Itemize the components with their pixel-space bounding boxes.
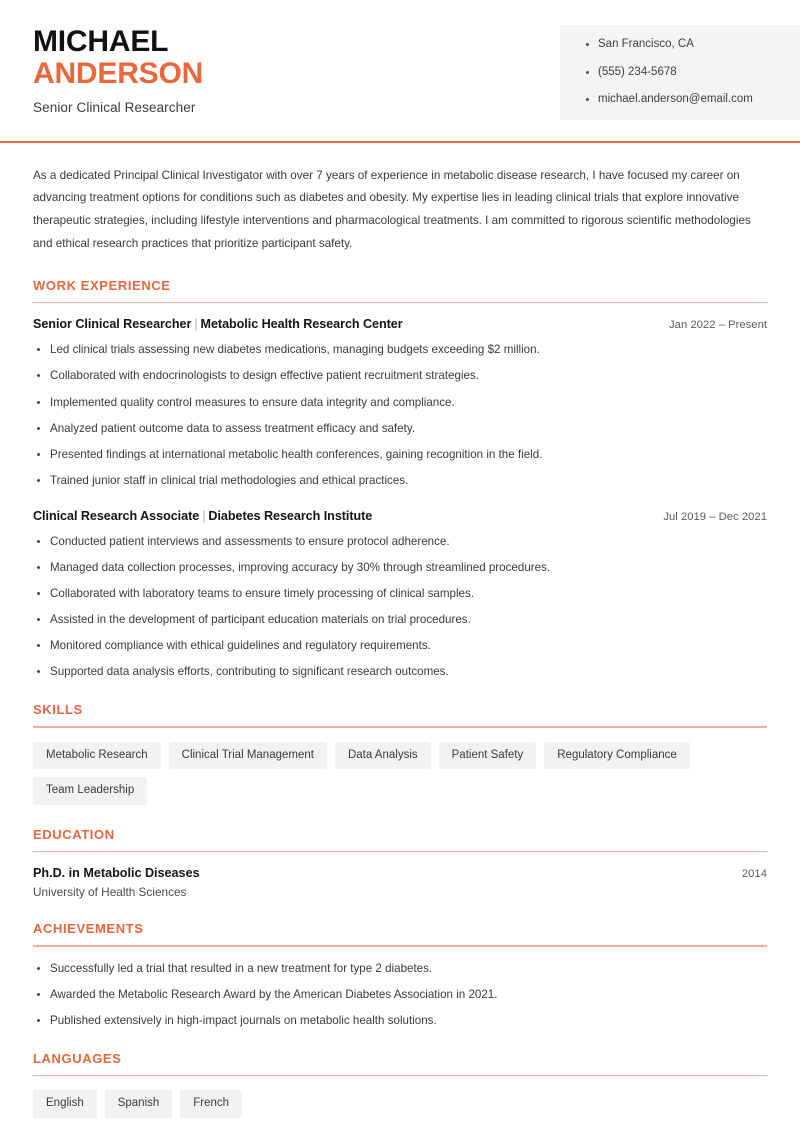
education-entry-header xyxy=(33,866,767,880)
resume-header xyxy=(0,0,800,120)
header-divider xyxy=(0,141,800,143)
skill-chip: Data Analysis xyxy=(335,742,431,770)
skill-chip: Team Leadership xyxy=(33,777,147,805)
language-chip: French xyxy=(180,1090,242,1118)
list-item: Supported data analysis efforts, contributing to significant research outcomes. xyxy=(33,664,767,680)
contact-list xyxy=(586,39,800,106)
list-item: Led clinical trials assessing new diabetes medications, managing budgets exceeding $2 million. xyxy=(33,342,767,358)
list-item: Collaborated with laboratory teams to ensure timely processing of clinical samples. xyxy=(33,586,767,602)
list-item: Assisted in the development of participant education materials on trial procedures. xyxy=(33,612,767,628)
section-work-experience xyxy=(33,278,767,680)
skills-chip-list xyxy=(33,742,767,805)
section-divider xyxy=(33,302,767,304)
languages-chip-list xyxy=(33,1090,767,1118)
list-item: Conducted patient interviews and assessments to ensure protocol adherence. xyxy=(33,534,767,550)
education-entry xyxy=(33,866,767,899)
list-item: Published extensively in high-impact journals on metabolic health solutions. xyxy=(33,1013,767,1029)
list-item: Presented findings at international metabolic health conferences, gaining recognition in the field. xyxy=(33,447,767,463)
experience-title-line xyxy=(33,317,403,331)
list-item: Collaborated with endocrinologists to design effective patient recruitment strategies. xyxy=(33,368,767,384)
experience-title-line xyxy=(33,509,372,523)
section-achievements xyxy=(33,921,767,1029)
achievements-bullet-list xyxy=(33,961,767,1029)
title-separator: | xyxy=(202,508,206,523)
skill-chip: Patient Safety xyxy=(439,742,537,770)
experience-date-range: Jan 2022 – Present xyxy=(669,319,767,332)
section-divider xyxy=(33,726,767,728)
skill-chip: Metabolic Research xyxy=(33,742,161,770)
skill-chip: Clinical Trial Management xyxy=(169,742,327,770)
section-divider xyxy=(33,945,767,947)
experience-entry-header xyxy=(33,317,767,331)
experience-entry xyxy=(33,317,767,488)
list-item: Analyzed patient outcome data to assess treatment efficacy and safety. xyxy=(33,421,767,437)
section-title-skills: SKILLS xyxy=(33,702,83,718)
experience-entry xyxy=(33,509,767,680)
section-languages xyxy=(33,1051,767,1118)
list-item: Successfully led a trial that resulted in a new treatment for type 2 diabetes. xyxy=(33,961,767,977)
experience-role: Clinical Research Associate xyxy=(33,508,200,523)
experience-organization: Diabetes Research Institute xyxy=(208,508,373,523)
list-item: Awarded the Metabolic Research Award by the American Diabetes Association in 2021. xyxy=(33,987,767,1003)
section-title-work-experience: WORK EXPERIENCE xyxy=(33,277,171,293)
experience-date-range: Jul 2019 – Dec 2021 xyxy=(663,510,767,523)
education-degree: Ph.D. in Metabolic Diseases xyxy=(33,866,200,881)
experience-bullet-list xyxy=(33,534,767,680)
language-chip: Spanish xyxy=(105,1090,173,1118)
last-name: ANDERSON xyxy=(33,57,204,91)
contact-item-phone[interactable]: (555) 234-5678 xyxy=(586,67,800,79)
list-item: Monitored compliance with ethical guidelines and regulatory requirements. xyxy=(33,638,767,654)
list-item: Trained junior staff in clinical trial methodologies and ethical practices. xyxy=(33,473,767,489)
header-identity xyxy=(0,0,203,115)
section-title-education: EDUCATION xyxy=(33,826,115,842)
list-item: Managed data collection processes, improving accuracy by 30% through streamlined procedures. xyxy=(33,560,767,576)
resume-body xyxy=(0,165,800,1118)
skill-chip: Regulatory Compliance xyxy=(544,742,690,770)
professional-title: Senior Clinical Researcher xyxy=(33,100,196,116)
list-item: Implemented quality control measures to ensure data integrity and compliance. xyxy=(33,395,767,411)
contact-item-location: San Francisco, CA xyxy=(586,39,800,51)
first-name: MICHAEL xyxy=(33,25,169,58)
experience-bullet-list xyxy=(33,342,767,488)
section-skills xyxy=(33,702,767,805)
language-chip: English xyxy=(33,1090,97,1118)
title-separator: | xyxy=(194,317,198,332)
education-year: 2014 xyxy=(741,868,767,881)
section-divider xyxy=(33,1075,767,1077)
section-title-languages: LANGUAGES xyxy=(33,1050,122,1066)
contact-item-email[interactable]: michael.anderson@email.com xyxy=(586,94,800,106)
experience-organization: Metabolic Health Research Center xyxy=(200,317,403,332)
contact-info-box xyxy=(560,25,800,120)
professional-summary: As a dedicated Principal Clinical Investigator with over 7 years of experience in metabolic disease research, I have focused my career on advancing treatment options for conditions such as diabetes and obesity. My expertise lies in leading clinical trials that explore innovative therapeutic strategies, including lifestyle interventions and pharmacological treatments. I am committed to rigorous scientific methodologies and ethical research practices that prioritize participant safety. xyxy=(33,168,751,250)
section-divider xyxy=(33,851,767,853)
section-education xyxy=(33,827,767,900)
experience-entry-header xyxy=(33,509,767,523)
education-institution: University of Health Sciences xyxy=(33,885,187,900)
experience-role: Senior Clinical Researcher xyxy=(33,317,192,332)
section-title-achievements: ACHIEVEMENTS xyxy=(33,921,144,937)
